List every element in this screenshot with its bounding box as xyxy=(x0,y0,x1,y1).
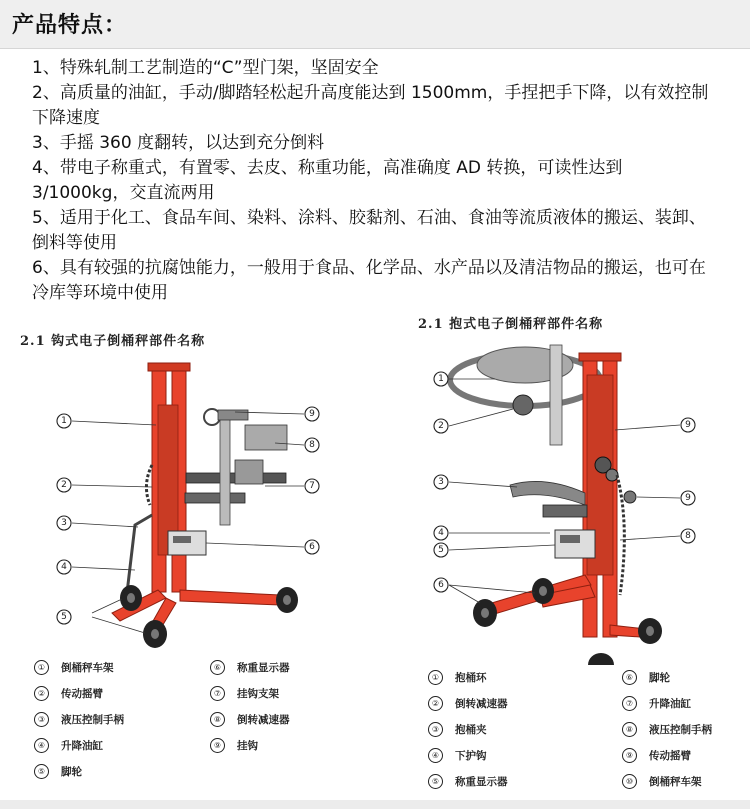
clamp-drum-scale-diagram xyxy=(425,335,725,665)
legend-label: 脚轮 xyxy=(649,672,670,684)
svg-text:8: 8 xyxy=(685,531,691,541)
legend-label: 倒桶秤车架 xyxy=(61,662,114,674)
legend-number: ⑥ xyxy=(210,660,225,675)
svg-text:1: 1 xyxy=(61,416,67,426)
legend-item xyxy=(34,764,82,779)
svg-text:9: 9 xyxy=(685,493,691,503)
legend-item xyxy=(428,696,508,711)
svg-text:4: 4 xyxy=(438,528,444,538)
feature-list xyxy=(32,56,712,306)
legend-label: 称重显示器 xyxy=(455,776,508,788)
legend-label: 倒桶秤车架 xyxy=(649,776,702,788)
bottom-divider xyxy=(0,800,750,809)
svg-text:8: 8 xyxy=(309,440,315,450)
legend-number: ⑧ xyxy=(622,722,637,737)
legend-number: ⑩ xyxy=(622,774,637,789)
legend-label: 抱桶环 xyxy=(455,672,487,684)
legend-number: ⑨ xyxy=(622,748,637,763)
legend-label: 称重显示器 xyxy=(237,662,290,674)
legend-label: 脚轮 xyxy=(61,766,82,778)
legend-number: ④ xyxy=(34,738,49,753)
legend-number: ② xyxy=(428,696,443,711)
legend-label: 升降油缸 xyxy=(61,740,103,752)
legend-number: ③ xyxy=(34,712,49,727)
legend-label: 挂钩支架 xyxy=(237,688,279,700)
legend-label: 挂钩 xyxy=(237,740,258,752)
legend-number: ① xyxy=(34,660,49,675)
legend-item xyxy=(34,738,103,753)
svg-text:6: 6 xyxy=(309,542,315,552)
feature-item: 3、手摇 360 度翻转，以达到充分倒料 xyxy=(32,133,325,153)
section-header xyxy=(0,0,750,49)
legend-item xyxy=(428,748,487,763)
right-legend xyxy=(428,670,738,800)
legend-label: 倒转减速器 xyxy=(455,698,508,710)
svg-text:9: 9 xyxy=(309,409,315,419)
legend-item xyxy=(210,712,290,727)
legend-item xyxy=(210,686,279,701)
legend-number: ⑨ xyxy=(210,738,225,753)
legend-number: ③ xyxy=(428,722,443,737)
crank-handle xyxy=(624,491,636,503)
legend-item xyxy=(210,660,290,675)
legend-item xyxy=(34,712,124,727)
svg-text:4: 4 xyxy=(61,562,67,572)
legend-label: 下护钩 xyxy=(455,750,487,762)
legend-item xyxy=(622,696,691,711)
legend-label: 抱桶夹 xyxy=(455,724,487,736)
legend-item xyxy=(428,774,508,789)
mast xyxy=(148,363,190,592)
svg-text:3: 3 xyxy=(61,518,67,528)
hook-bracket xyxy=(185,409,287,525)
legend-number: ④ xyxy=(428,748,443,763)
weight-display xyxy=(555,530,595,558)
legend-item xyxy=(622,774,702,789)
legend-label: 升降油缸 xyxy=(649,698,691,710)
svg-text:6: 6 xyxy=(438,580,444,590)
legend-number: ① xyxy=(428,670,443,685)
legend-label: 倒转减速器 xyxy=(237,714,290,726)
drum-ring xyxy=(450,345,600,445)
legend-item xyxy=(428,722,487,737)
feature-item: 2、高质量的油缸，手动/脚踏轻松起升高度能达到 1500mm，手捏把手下降，以有效控制下降速度 xyxy=(32,83,709,128)
legend-label: 液压控制手柄 xyxy=(649,724,712,736)
svg-text:5: 5 xyxy=(438,545,444,555)
drum-clamp xyxy=(510,481,587,517)
legend-number: ⑧ xyxy=(210,712,225,727)
legend-item xyxy=(622,748,691,763)
right-diagram-title: 2.1 抱式电子倒桶秤部件名称 xyxy=(418,317,604,332)
legend-label: 液压控制手柄 xyxy=(61,714,124,726)
chain xyxy=(146,465,152,505)
weight-display xyxy=(168,531,206,555)
legend-item xyxy=(622,670,670,685)
left-diagram-title: 2.1 钩式电子倒桶秤部件名称 xyxy=(20,334,206,349)
header-title: 产品特点： xyxy=(12,13,128,38)
base-legs xyxy=(485,575,655,638)
svg-text:2: 2 xyxy=(61,480,67,490)
feature-item: 6、具有较强的抗腐蚀能力，一般用于食品、化学品、水产品以及清洁物品的搬运，也可在冷库等环境中使用 xyxy=(32,258,706,303)
svg-text:5: 5 xyxy=(61,612,67,622)
legend-item xyxy=(34,660,114,675)
legend-number: ⑤ xyxy=(428,774,443,789)
legend-item xyxy=(428,670,487,685)
legend-item xyxy=(622,722,712,737)
feature-item: 1、特殊轧制工艺制造的“C”型门架，坚固安全 xyxy=(32,58,379,78)
legend-number: ⑦ xyxy=(622,696,637,711)
legend-label: 传动摇臂 xyxy=(649,750,691,762)
legend-item xyxy=(34,686,103,701)
legend-number: ⑦ xyxy=(210,686,225,701)
legend-item xyxy=(210,738,258,753)
hook-drum-scale-diagram xyxy=(40,355,340,650)
feature-item: 5、适用于化工、食品车间、染料、涂料、胶黏剂、石油、食油等流质液体的搬运、装卸、倒料等使用 xyxy=(32,208,706,253)
svg-text:2: 2 xyxy=(438,421,444,431)
left-legend xyxy=(34,660,334,785)
legend-number: ② xyxy=(34,686,49,701)
legend-label: 传动摇臂 xyxy=(61,688,103,700)
legend-number: ⑤ xyxy=(34,764,49,779)
svg-text:9: 9 xyxy=(685,420,691,430)
svg-text:1: 1 xyxy=(438,374,444,384)
feature-item: 4、带电子称重式，有置零、去皮、称重功能，高准确度 AD 转换，可读性达到 3/1000kg，交直流两用 xyxy=(32,158,623,203)
svg-text:3: 3 xyxy=(438,477,444,487)
svg-text:7: 7 xyxy=(309,481,315,491)
legend-number: ⑥ xyxy=(622,670,637,685)
